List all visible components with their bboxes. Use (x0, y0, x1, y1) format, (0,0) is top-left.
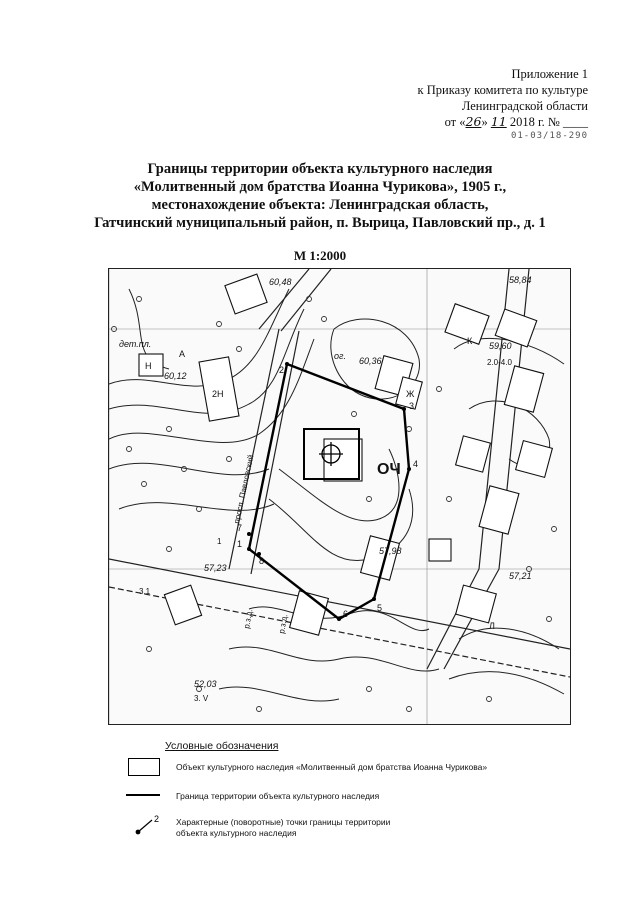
letter-label: Л (489, 621, 495, 631)
title-line3: местонахождение объекта: Ленинградская область, (151, 197, 489, 213)
legend-point-marker: 2 (154, 814, 160, 824)
point-label: 8 (259, 556, 265, 566)
legend-points-symbol (134, 812, 164, 836)
date-mid: » (481, 115, 491, 129)
elevation: 57,98 (379, 546, 402, 556)
title-line4: Гатчинский муниципальный район, п. Вырица, Павловский пр., д. 1 (94, 215, 546, 231)
playground-label: дет.пл. (119, 339, 152, 349)
boundary-point (247, 532, 251, 536)
road-label: р.з.д. (277, 613, 290, 635)
point-label: 1 (237, 539, 243, 549)
point-label: 6 (343, 609, 349, 619)
document-title (40, 160, 600, 232)
appendix-header (418, 66, 588, 144)
appendix-line1: Приложение 1 (511, 67, 588, 81)
legend-points-line2: объекта культурного наследия (176, 828, 297, 838)
object-code-label: ОЧ (377, 461, 401, 478)
range-label: 2.0-4.0 (487, 358, 512, 367)
legend-points-line1: Характерные (поворотные) точки границы территории (176, 817, 391, 827)
house-label: Н (145, 361, 152, 371)
boundary-point (372, 597, 376, 601)
boundary-point (337, 617, 341, 621)
elevation: 60,36 (359, 356, 382, 366)
appendix-line3: Ленинградской области (461, 99, 588, 113)
sub-label: 3. V (194, 694, 209, 703)
map-labels (119, 336, 512, 703)
point-label: 7 (237, 523, 243, 533)
road-label: р.з.д. (242, 608, 255, 630)
point-label: 4 (413, 459, 419, 469)
point-label: 3 (409, 401, 415, 411)
legend-boundary-text: Граница территории объекта культурного наследия (176, 791, 380, 801)
boundary-point (407, 467, 411, 471)
territory-boundary (249, 364, 409, 619)
date-day: 26 (465, 114, 482, 129)
boundary-points (247, 362, 411, 621)
elevation: 59,60 (489, 341, 512, 351)
house-label: Ж (406, 389, 415, 399)
date-prefix: от « (444, 115, 466, 129)
number-label: 3.1 (139, 587, 151, 596)
title-line1: Границы территории объекта культурного наследия (147, 161, 493, 177)
point-label: 5 (377, 603, 383, 613)
number-label: 1 (217, 537, 222, 546)
boundary-point (402, 407, 406, 411)
elevation: 57,23 (204, 563, 227, 573)
elevation: 57,21 (509, 571, 532, 581)
street-label: просп. Павловский (232, 453, 256, 525)
elevation: 60,12 (164, 371, 187, 381)
legend-points-text (176, 817, 390, 839)
map-drawing (109, 269, 570, 724)
elevation: 60,48 (269, 277, 292, 287)
appendix-line2: к Приказу комитета по культуре (417, 83, 588, 97)
legend-boundary-symbol (126, 794, 160, 796)
letter-label: А (179, 349, 186, 359)
registration-number: 01-03/18-290 (510, 131, 588, 141)
legend-title: Условные обозначения (165, 740, 279, 752)
boundary-point (285, 362, 289, 366)
legend-object-symbol (128, 758, 160, 776)
date-year: 2018 г. № ____ (506, 115, 588, 129)
map-scale: М 1:2000 (293, 248, 347, 263)
point-label: 2 (279, 365, 285, 375)
letter-label: К (467, 336, 473, 346)
house-label: 2Н (212, 389, 224, 399)
date-month: 11 (490, 114, 507, 129)
boundary-point (247, 547, 251, 551)
legend-object-text: Объект культурного наследия «Молитвенный дом братства Иоанна Чурикова» (176, 762, 488, 772)
elevation: 52,03 (194, 679, 217, 689)
topographic-map (108, 268, 571, 725)
elevation: 58,84 (509, 275, 532, 285)
title-line2: «Молитвенный дом братства Иоанна Чурикова», 1905 г., (133, 179, 507, 195)
garden-label: ог. (334, 351, 346, 361)
